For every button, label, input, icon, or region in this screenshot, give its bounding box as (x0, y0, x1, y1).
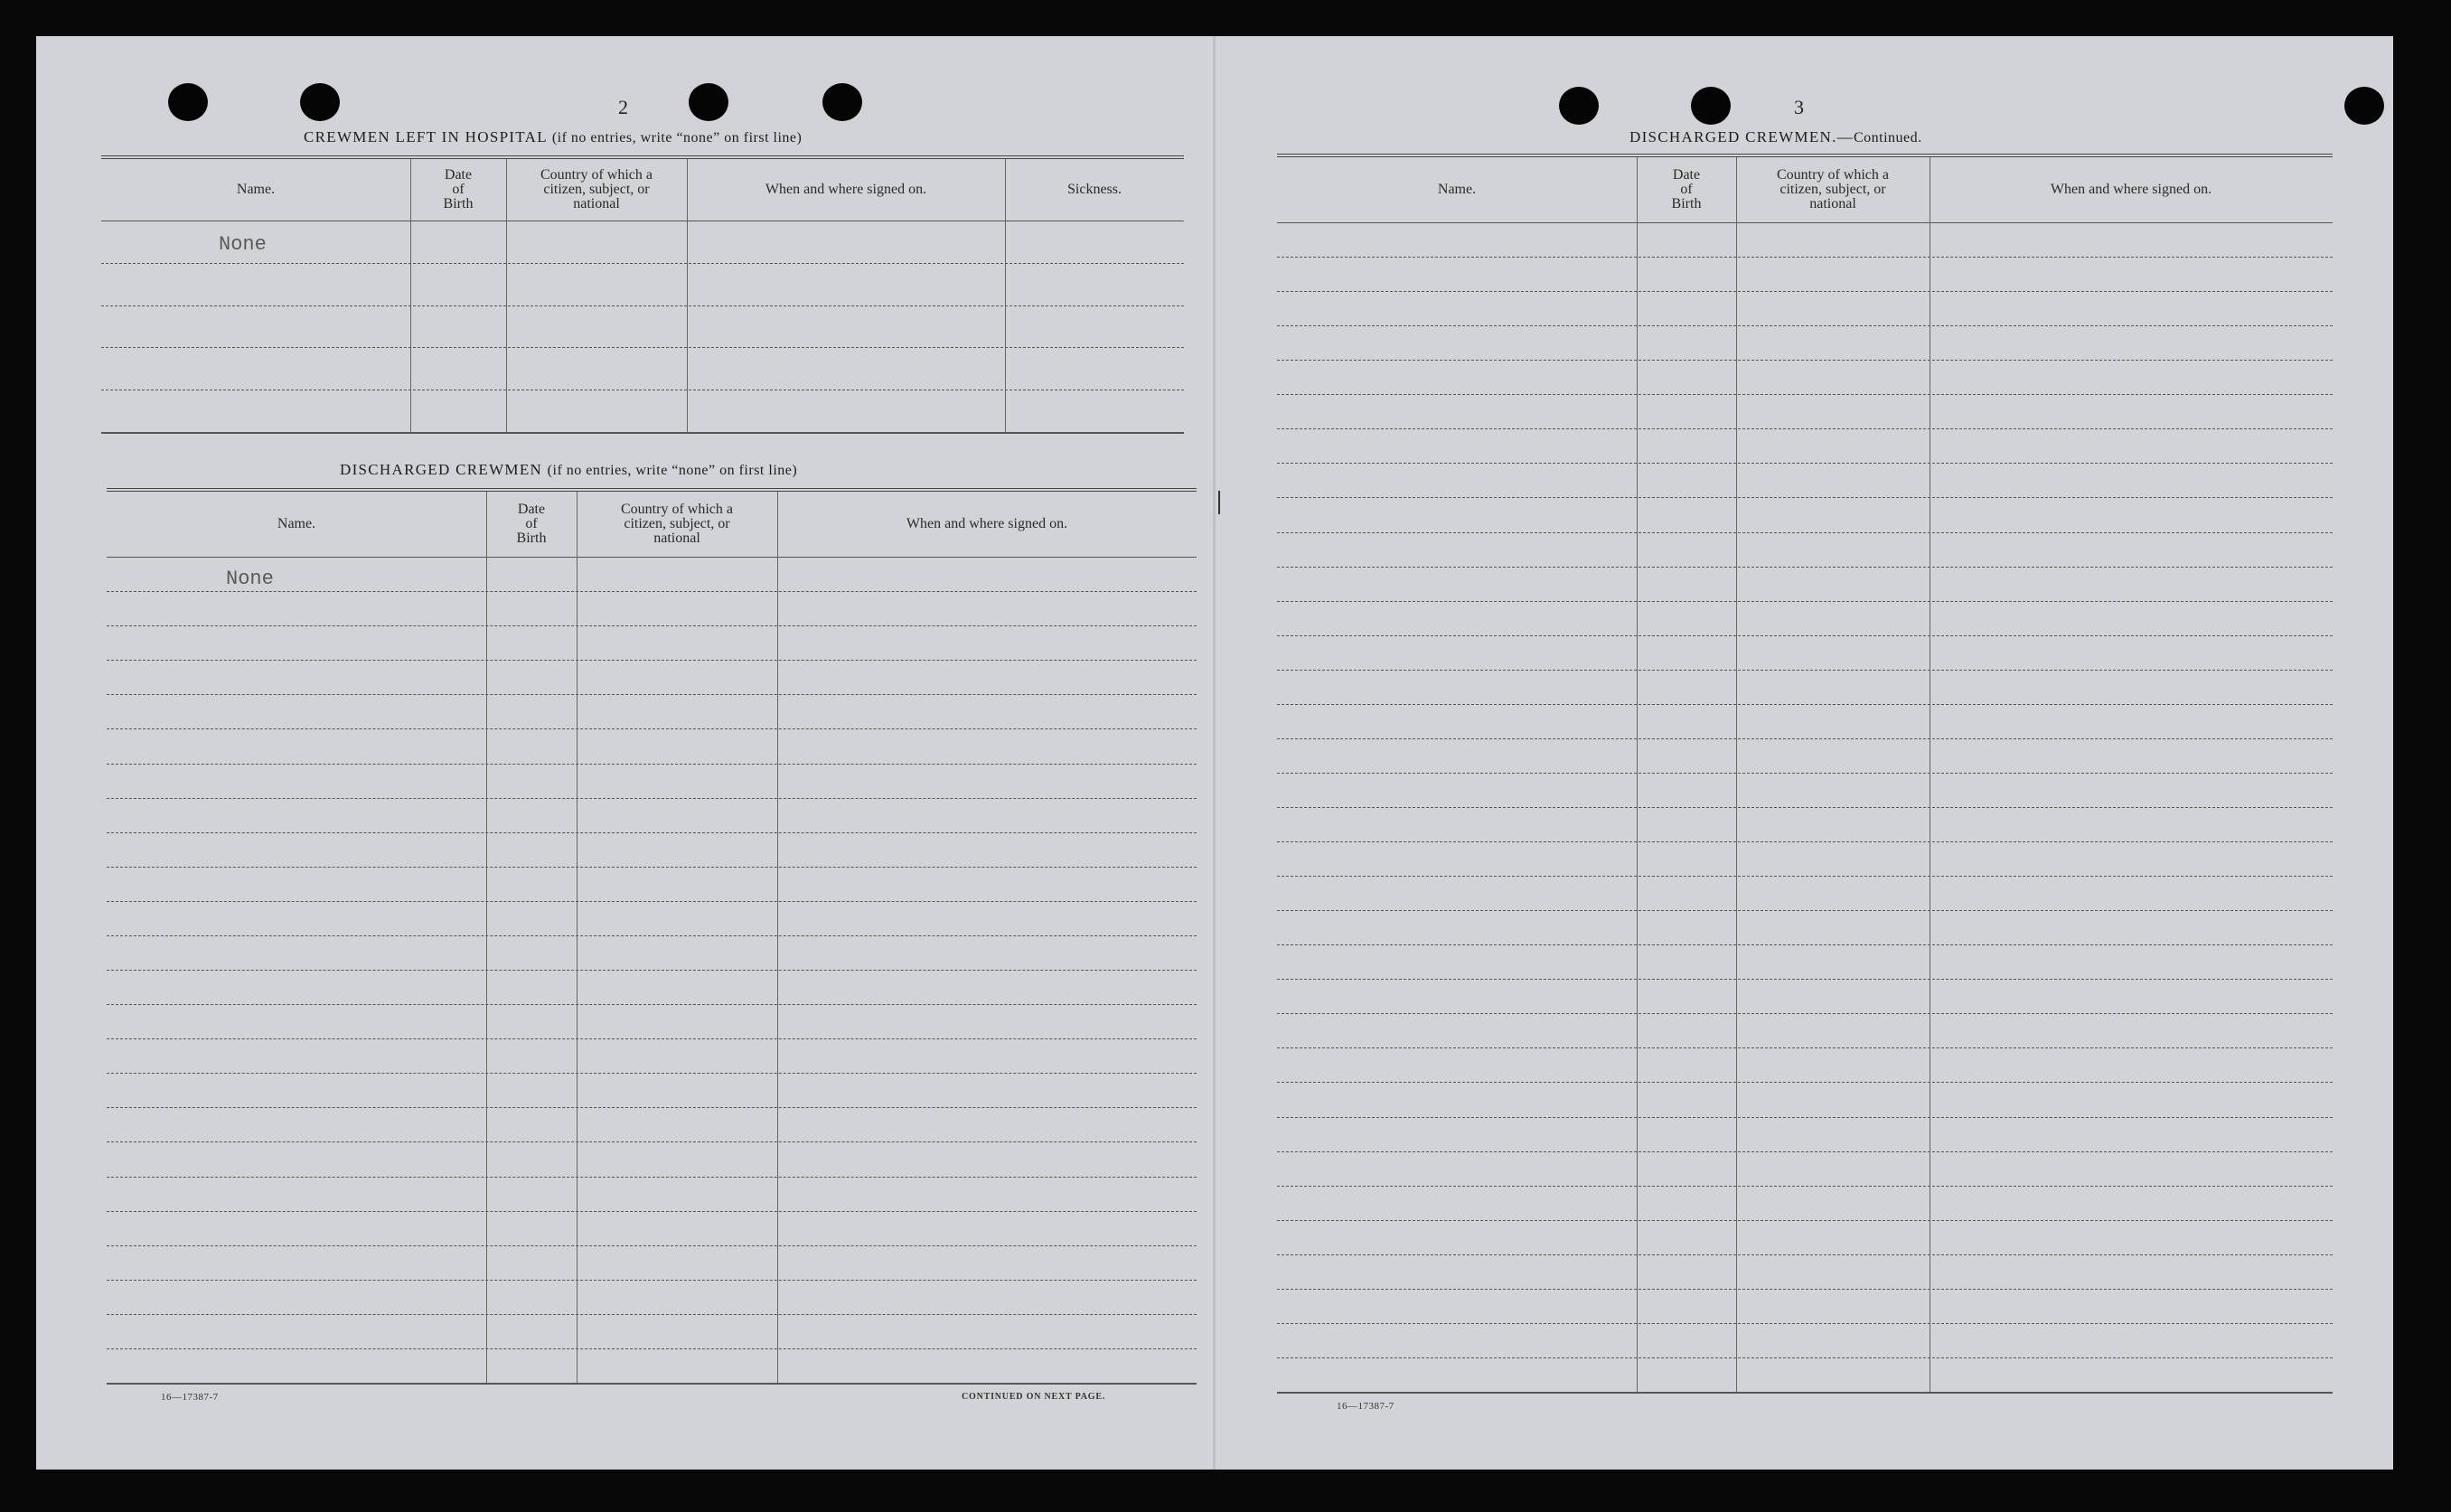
entry-line (1277, 773, 2333, 774)
entry-line (1277, 876, 2333, 877)
column-header-country: Country of which a citizen, subject, or national (1777, 167, 1889, 211)
column-header-date-of-birth: Date of Birth (1671, 167, 1702, 211)
entry-line (107, 625, 1197, 626)
entry-line (107, 660, 1197, 661)
entry-line (107, 1038, 1197, 1039)
hospital-ledger (101, 155, 1184, 434)
entry-line (1277, 1047, 2333, 1048)
column-divider (410, 159, 411, 434)
entry-line (1277, 807, 2333, 808)
discharged-continued-title-text: DISCHARGED CREWMEN.— (1629, 128, 1854, 146)
column-header-date-of-birth: Date of Birth (443, 167, 474, 211)
entry-line (1277, 567, 2333, 568)
entry-line (107, 867, 1197, 868)
entry-line (107, 1004, 1197, 1005)
entry-line (1277, 1357, 2333, 1358)
hospital-subtitle-text: (if no entries, write “none” on first line) (551, 130, 803, 146)
entry-line (107, 1211, 1197, 1212)
left-page (36, 36, 1213, 1470)
entry-line (107, 1280, 1197, 1281)
entry-line (107, 1314, 1197, 1315)
entry-line (1277, 841, 2333, 842)
punch-hole (1559, 87, 1599, 125)
discharged-continued-ledger (1277, 154, 2333, 1394)
entry-line (1277, 1082, 2333, 1083)
hospital-title-text: CREWMEN LEFT IN HOSPITAL (304, 128, 548, 146)
column-header-signed-on: When and where signed on. (765, 182, 927, 197)
discharged-title-text: DISCHARGED CREWMEN (340, 461, 543, 478)
discharged-ledger (107, 488, 1197, 1385)
discharged-continued-title (1629, 128, 1922, 146)
entry-line (107, 832, 1197, 833)
column-header-signed-on: When and where signed on. (2050, 182, 2212, 197)
discharged-continued-suffix: Continued. (1853, 130, 1922, 146)
entry-line (1277, 601, 2333, 602)
column-header-name: Name. (236, 182, 276, 197)
entry-line (1277, 1254, 2333, 1255)
continued-note: CONTINUED ON NEXT PAGE. (962, 1392, 1106, 1402)
entry-line (1277, 257, 2333, 258)
page-number: 3 (1794, 96, 1804, 118)
punch-hole (689, 83, 728, 121)
entry-line (101, 347, 1184, 348)
column-header-name: Name. (1437, 182, 1477, 197)
entry-line (107, 798, 1197, 799)
entry-line (107, 591, 1197, 592)
ledger-bottom-rule (107, 1383, 1197, 1385)
entry-line (1277, 704, 2333, 705)
entry-line (1277, 1117, 2333, 1118)
punch-hole (822, 83, 862, 121)
entry-line (1277, 394, 2333, 395)
entry-line (1277, 463, 2333, 464)
hospital-first-entry: None (219, 233, 267, 256)
column-divider (506, 159, 507, 434)
column-header-name: Name. (277, 516, 316, 531)
entry-line (107, 935, 1197, 936)
column-header-signed-on: When and where signed on. (906, 516, 1068, 531)
entry-line (1277, 532, 2333, 533)
entry-line (107, 1107, 1197, 1108)
discharged-subtitle-text: (if no entries, write “none” on first line) (547, 463, 798, 478)
entry-line (101, 263, 1184, 264)
entry-line (107, 728, 1197, 729)
column-header-country: Country of which a citizen, subject, or national (621, 502, 733, 546)
column-header-date-of-birth: Date of Birth (516, 502, 547, 546)
column-divider (1005, 159, 1006, 434)
entry-line (1277, 1151, 2333, 1152)
entry-line (107, 1141, 1197, 1142)
ledger-header (101, 159, 1184, 221)
form-number: 16—17387-7 (1337, 1401, 1395, 1412)
punch-hole (1691, 87, 1731, 125)
ledger-bottom-rule (1277, 1392, 2333, 1394)
entry-line (107, 694, 1197, 695)
entry-line (101, 305, 1184, 306)
column-header-sickness: Sickness. (1067, 182, 1122, 197)
entry-line (1277, 497, 2333, 498)
entry-line (1277, 1289, 2333, 1290)
ledger-header (1277, 157, 2333, 223)
hospital-section-title (304, 128, 802, 146)
entry-line (107, 1073, 1197, 1074)
entry-line (1277, 738, 2333, 739)
entry-line (1277, 910, 2333, 911)
column-divider (1736, 157, 1737, 1394)
entry-line (107, 901, 1197, 902)
column-divider (687, 159, 688, 434)
right-page (1216, 36, 2393, 1470)
entry-line (1277, 1220, 2333, 1221)
entry-line (1277, 670, 2333, 671)
entry-line (107, 764, 1197, 765)
entry-line (1277, 325, 2333, 326)
ledger-header (107, 492, 1197, 558)
entry-line (107, 1245, 1197, 1246)
entry-line (1277, 635, 2333, 636)
discharged-first-entry: None (226, 568, 274, 590)
column-divider (1637, 157, 1638, 1394)
entry-line (107, 970, 1197, 971)
entry-line (1277, 979, 2333, 980)
punch-hole (2344, 87, 2384, 125)
entry-line (1277, 360, 2333, 361)
entry-line (1277, 944, 2333, 945)
entry-line (107, 1348, 1197, 1349)
page-number: 2 (618, 96, 628, 118)
ledger-bottom-rule (101, 432, 1184, 434)
form-sheet (36, 36, 2393, 1470)
entry-line (1277, 291, 2333, 292)
discharged-section-title (340, 461, 797, 479)
entry-line (1277, 1186, 2333, 1187)
entry-line (1277, 1013, 2333, 1014)
entry-line (107, 1177, 1197, 1178)
form-number: 16—17387-7 (161, 1392, 219, 1403)
column-header-country: Country of which a citizen, subject, or national (540, 167, 653, 211)
punch-hole (168, 83, 208, 121)
punch-hole (300, 83, 340, 121)
entry-line (1277, 428, 2333, 429)
entry-line (1277, 1323, 2333, 1324)
